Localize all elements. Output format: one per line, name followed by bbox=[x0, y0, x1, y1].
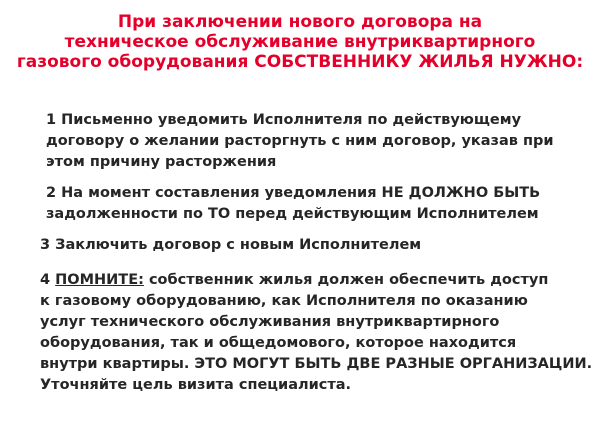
item-line: 3 Заключить договор с новым Исполнителем bbox=[40, 237, 422, 253]
list-item-3 bbox=[40, 235, 421, 256]
list-item-1 bbox=[46, 110, 554, 173]
item-line: этом причину расторжения bbox=[46, 154, 277, 170]
item-line: договору о желании расторгнуть с ним договор, указав при bbox=[46, 133, 554, 149]
remember-emphasis: ПОМНИТЕ: bbox=[55, 272, 144, 288]
list-item-2 bbox=[46, 183, 540, 225]
list-item-4 bbox=[40, 270, 592, 396]
item-line-first bbox=[40, 270, 592, 291]
item-number: 4 bbox=[40, 272, 56, 288]
item-line: 1 Письменно уведомить Исполнителя по действующему bbox=[46, 112, 522, 128]
item-line: Уточняйте цель визита специалиста. bbox=[40, 377, 352, 393]
title-line: газового оборудования СОБСТВЕННИКУ ЖИЛЬЯ НУЖНО: bbox=[16, 52, 584, 72]
item-line: услуг технического обслуживания внутриквартирного bbox=[40, 314, 500, 330]
page-title bbox=[0, 12, 600, 72]
item-line: оборудования, так и общедомового, которое находится bbox=[40, 335, 517, 351]
item-text: собственник жилья должен обеспечить доступ bbox=[143, 272, 549, 288]
title-line: При заключении нового договора на bbox=[117, 12, 483, 32]
item-line: 2 На момент составления уведомления НЕ ДОЛЖНО БЫТЬ bbox=[46, 185, 541, 201]
item-line: к газовому оборудованию, как Исполнителя по оказанию bbox=[40, 293, 528, 309]
item-line: задолженности по ТО перед действующим Исполнителем bbox=[46, 206, 539, 222]
title-line: техническое обслуживание внутриквартирного bbox=[64, 32, 536, 52]
item-line: внутри квартиры. ЭТО МОГУТ БЫТЬ ДВЕ РАЗНЫЕ ОРГАНИЗАЦИИ. bbox=[40, 356, 593, 372]
